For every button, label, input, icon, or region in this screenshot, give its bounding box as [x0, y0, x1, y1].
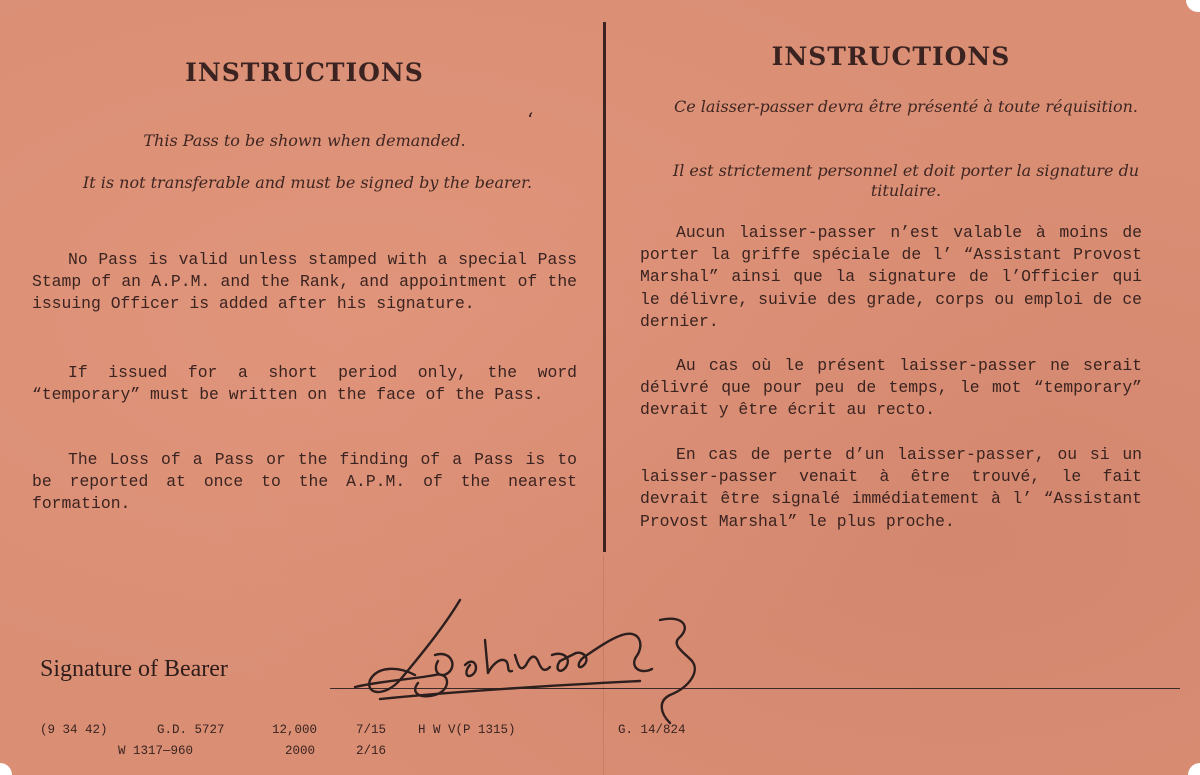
- card-corner: [0, 763, 12, 775]
- printer-mark-code: (9 34 42): [40, 723, 108, 737]
- signature-label: Signature of Bearer: [40, 656, 228, 682]
- printer-mark-w: W 1317—960: [118, 744, 194, 758]
- french-para-validity: Aucun laisser-passer n’est valable à moins de porter la griffe spéciale de l’ “Assistant Provost Marshal” ainsi que la signature de l’Officier qui le délivre, suivie des grade, corps ou emploi de ce dernier.: [640, 223, 1142, 331]
- french-heading: INSTRUCTIONS: [771, 42, 1011, 71]
- printer-mark-date: 7/15: [356, 723, 387, 737]
- english-para-temporary: If issued for a short period only, the word “temporary” must be written on the face of the Pass.: [32, 363, 577, 405]
- form-number: G. 14/824: [618, 723, 686, 737]
- french-para-temporary: Au cas où le présent laisser-passer ne serait délivré que pour peu de temps, le mot “temporary” devrait y être écrit au recto.: [640, 356, 1142, 420]
- printer-mark-gd: G.D. 5727: [157, 723, 225, 737]
- english-note-show: This Pass to be shown when demanded.: [143, 131, 466, 150]
- english-heading: INSTRUCTIONS: [185, 58, 424, 87]
- french-para-loss: En cas de perte d’un laisser-passer, ou si un laisser-passer venait à être trouvé, le fait devrait être signalé immédiatement à l’ “Assistant Provost Marshal” le plus proche.: [640, 445, 1142, 531]
- english-para-loss: The Loss of a Pass or the finding of a Pass is to be reported at once to the A.P.M. of the nearest formation.: [32, 450, 577, 514]
- french-note-present: Ce laisser-passer devra être présenté à toute réquisition.: [673, 97, 1139, 116]
- ink-mark: ‘: [527, 108, 534, 132]
- printer-mark-quantity-2: 2000: [285, 744, 316, 758]
- printer-mark-quantity: 12,000: [272, 723, 318, 737]
- french-note-personal: Il est strictement personnel et doit porter la signature du titulaire.: [672, 161, 1140, 200]
- printer-mark-date-2: 2/16: [356, 744, 387, 758]
- card-corner: [1188, 763, 1200, 775]
- column-divider: [603, 22, 606, 552]
- english-note-transfer: It is not transferable and must be signed by the bearer.: [82, 173, 533, 192]
- printer-mark-hwv: H W V(P 1315): [418, 723, 516, 737]
- english-para-validity: No Pass is valid unless stamped with a special Pass Stamp of an A.P.M. and the Rank, and appointment of the issuing Officer is added after his signature.: [32, 250, 577, 314]
- card-corner: [1186, 0, 1200, 12]
